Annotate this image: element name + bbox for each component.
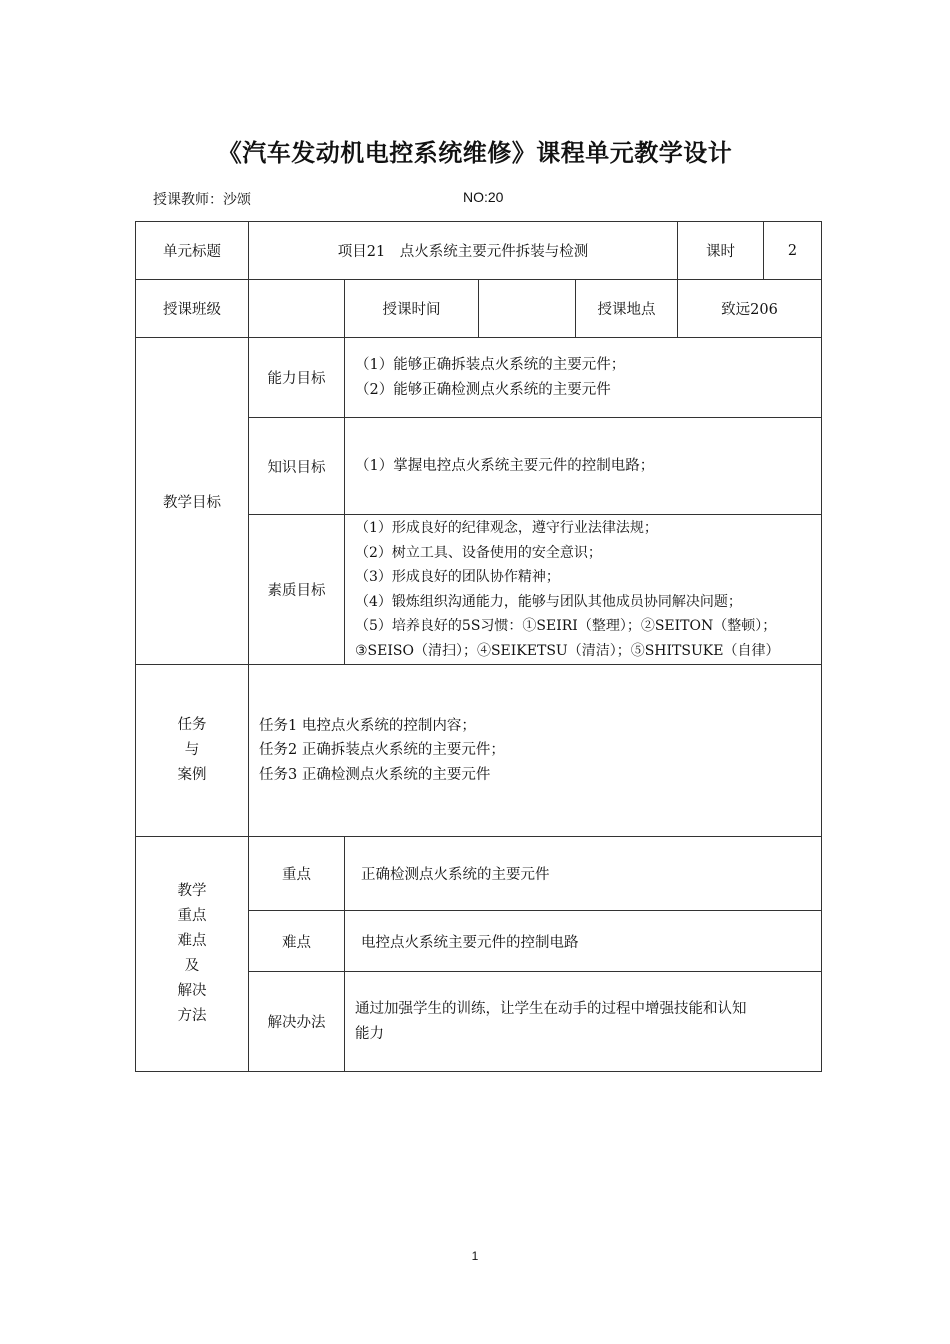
ability-item: （1）能够正确拆装点火系统的主要元件；	[355, 357, 626, 373]
quality-item: （4）锻炼组织沟通能力，能够与团队其他成员协同解决问题；	[355, 593, 742, 610]
unit-title-value: 项目21 点火系统主要元件拆装与检测	[249, 222, 678, 280]
row-unit-title	[136, 222, 822, 280]
quality-item: （1）形成良好的纪律观念，遵守行业法律法规；	[355, 520, 658, 536]
row-tasks	[136, 665, 822, 837]
focus-label-line: 教学	[177, 883, 207, 899]
hours-label: 课时	[678, 222, 764, 280]
solution-label: 解决办法	[249, 972, 345, 1072]
document-title: 《汽车发动机电控系统维修》课程单元教学设计	[217, 139, 733, 167]
tasks-label-line: 与	[184, 742, 200, 758]
key-value: 正确检测点火系统的主要元件	[345, 837, 822, 911]
task-item: 任务3 正确检测点火系统的主要元件	[259, 766, 491, 783]
tasks-label-line: 任务	[177, 717, 207, 733]
task-item: 任务1 电控点火系统的控制内容；	[259, 717, 476, 734]
ability-item: （2）能够正确检测点火系统的主要元件	[355, 381, 611, 398]
focus-label	[136, 837, 249, 1072]
class-label: 授课班级	[136, 280, 249, 338]
hours-value: 2	[764, 222, 822, 280]
document-number: NO:20	[463, 189, 504, 205]
row-class-info	[136, 280, 822, 338]
quality-label: 素质目标	[249, 515, 345, 665]
focus-label-line: 方法	[177, 1008, 207, 1024]
ability-label: 能力目标	[249, 338, 345, 418]
task-item: 任务2 正确拆装点火系统的主要元件；	[259, 742, 505, 759]
time-label: 授课时间	[345, 280, 479, 338]
location-value: 致远206	[678, 280, 822, 338]
tasks-label	[136, 665, 249, 837]
objectives-label: 教学目标	[136, 338, 249, 665]
row-key-point	[136, 837, 822, 911]
key-label: 重点	[249, 837, 345, 911]
knowledge-item: （1）掌握电控点火系统主要元件的控制电路；	[355, 457, 655, 474]
page-number: 1	[471, 1249, 479, 1263]
tasks-label-line: 案例	[177, 767, 207, 783]
focus-label-line: 及	[184, 958, 200, 974]
difficult-value: 电控点火系统主要元件的控制电路	[345, 911, 822, 972]
quality-item: （5）培养良好的5S习惯：①SEIRI（整理）；②SEITON（整顿）；	[355, 618, 777, 634]
focus-label-line: 解决	[177, 983, 207, 999]
quality-items	[345, 515, 822, 665]
quality-item: （2）树立工具、设备使用的安全意识；	[355, 544, 602, 561]
focus-label-line: 难点	[177, 933, 207, 949]
time-value	[479, 280, 576, 338]
ability-items	[345, 338, 822, 418]
location-label: 授课地点	[576, 280, 678, 338]
teacher-label: 授课教师：沙颂	[153, 192, 251, 208]
quality-item: （3）形成良好的团队协作精神；	[355, 569, 560, 585]
class-value	[249, 280, 345, 338]
focus-label-line: 重点	[177, 908, 207, 924]
knowledge-label: 知识目标	[249, 418, 345, 515]
difficult-label: 难点	[249, 911, 345, 972]
row-ability-objective	[136, 338, 822, 418]
solution-line: 能力	[355, 1025, 384, 1042]
solution-line: 通过加强学生的训练，让学生在动手的过程中增强技能和认知	[355, 1001, 747, 1017]
tasks-items	[249, 665, 822, 837]
solution-value	[345, 972, 822, 1072]
knowledge-items	[345, 418, 822, 515]
lesson-design-table	[135, 221, 822, 1072]
unit-title-label: 单元标题	[136, 222, 249, 280]
quality-item: ③SEISO（清扫）；④SEIKETSU（清洁）；⑤SHITSUKE（自律）	[355, 642, 780, 659]
